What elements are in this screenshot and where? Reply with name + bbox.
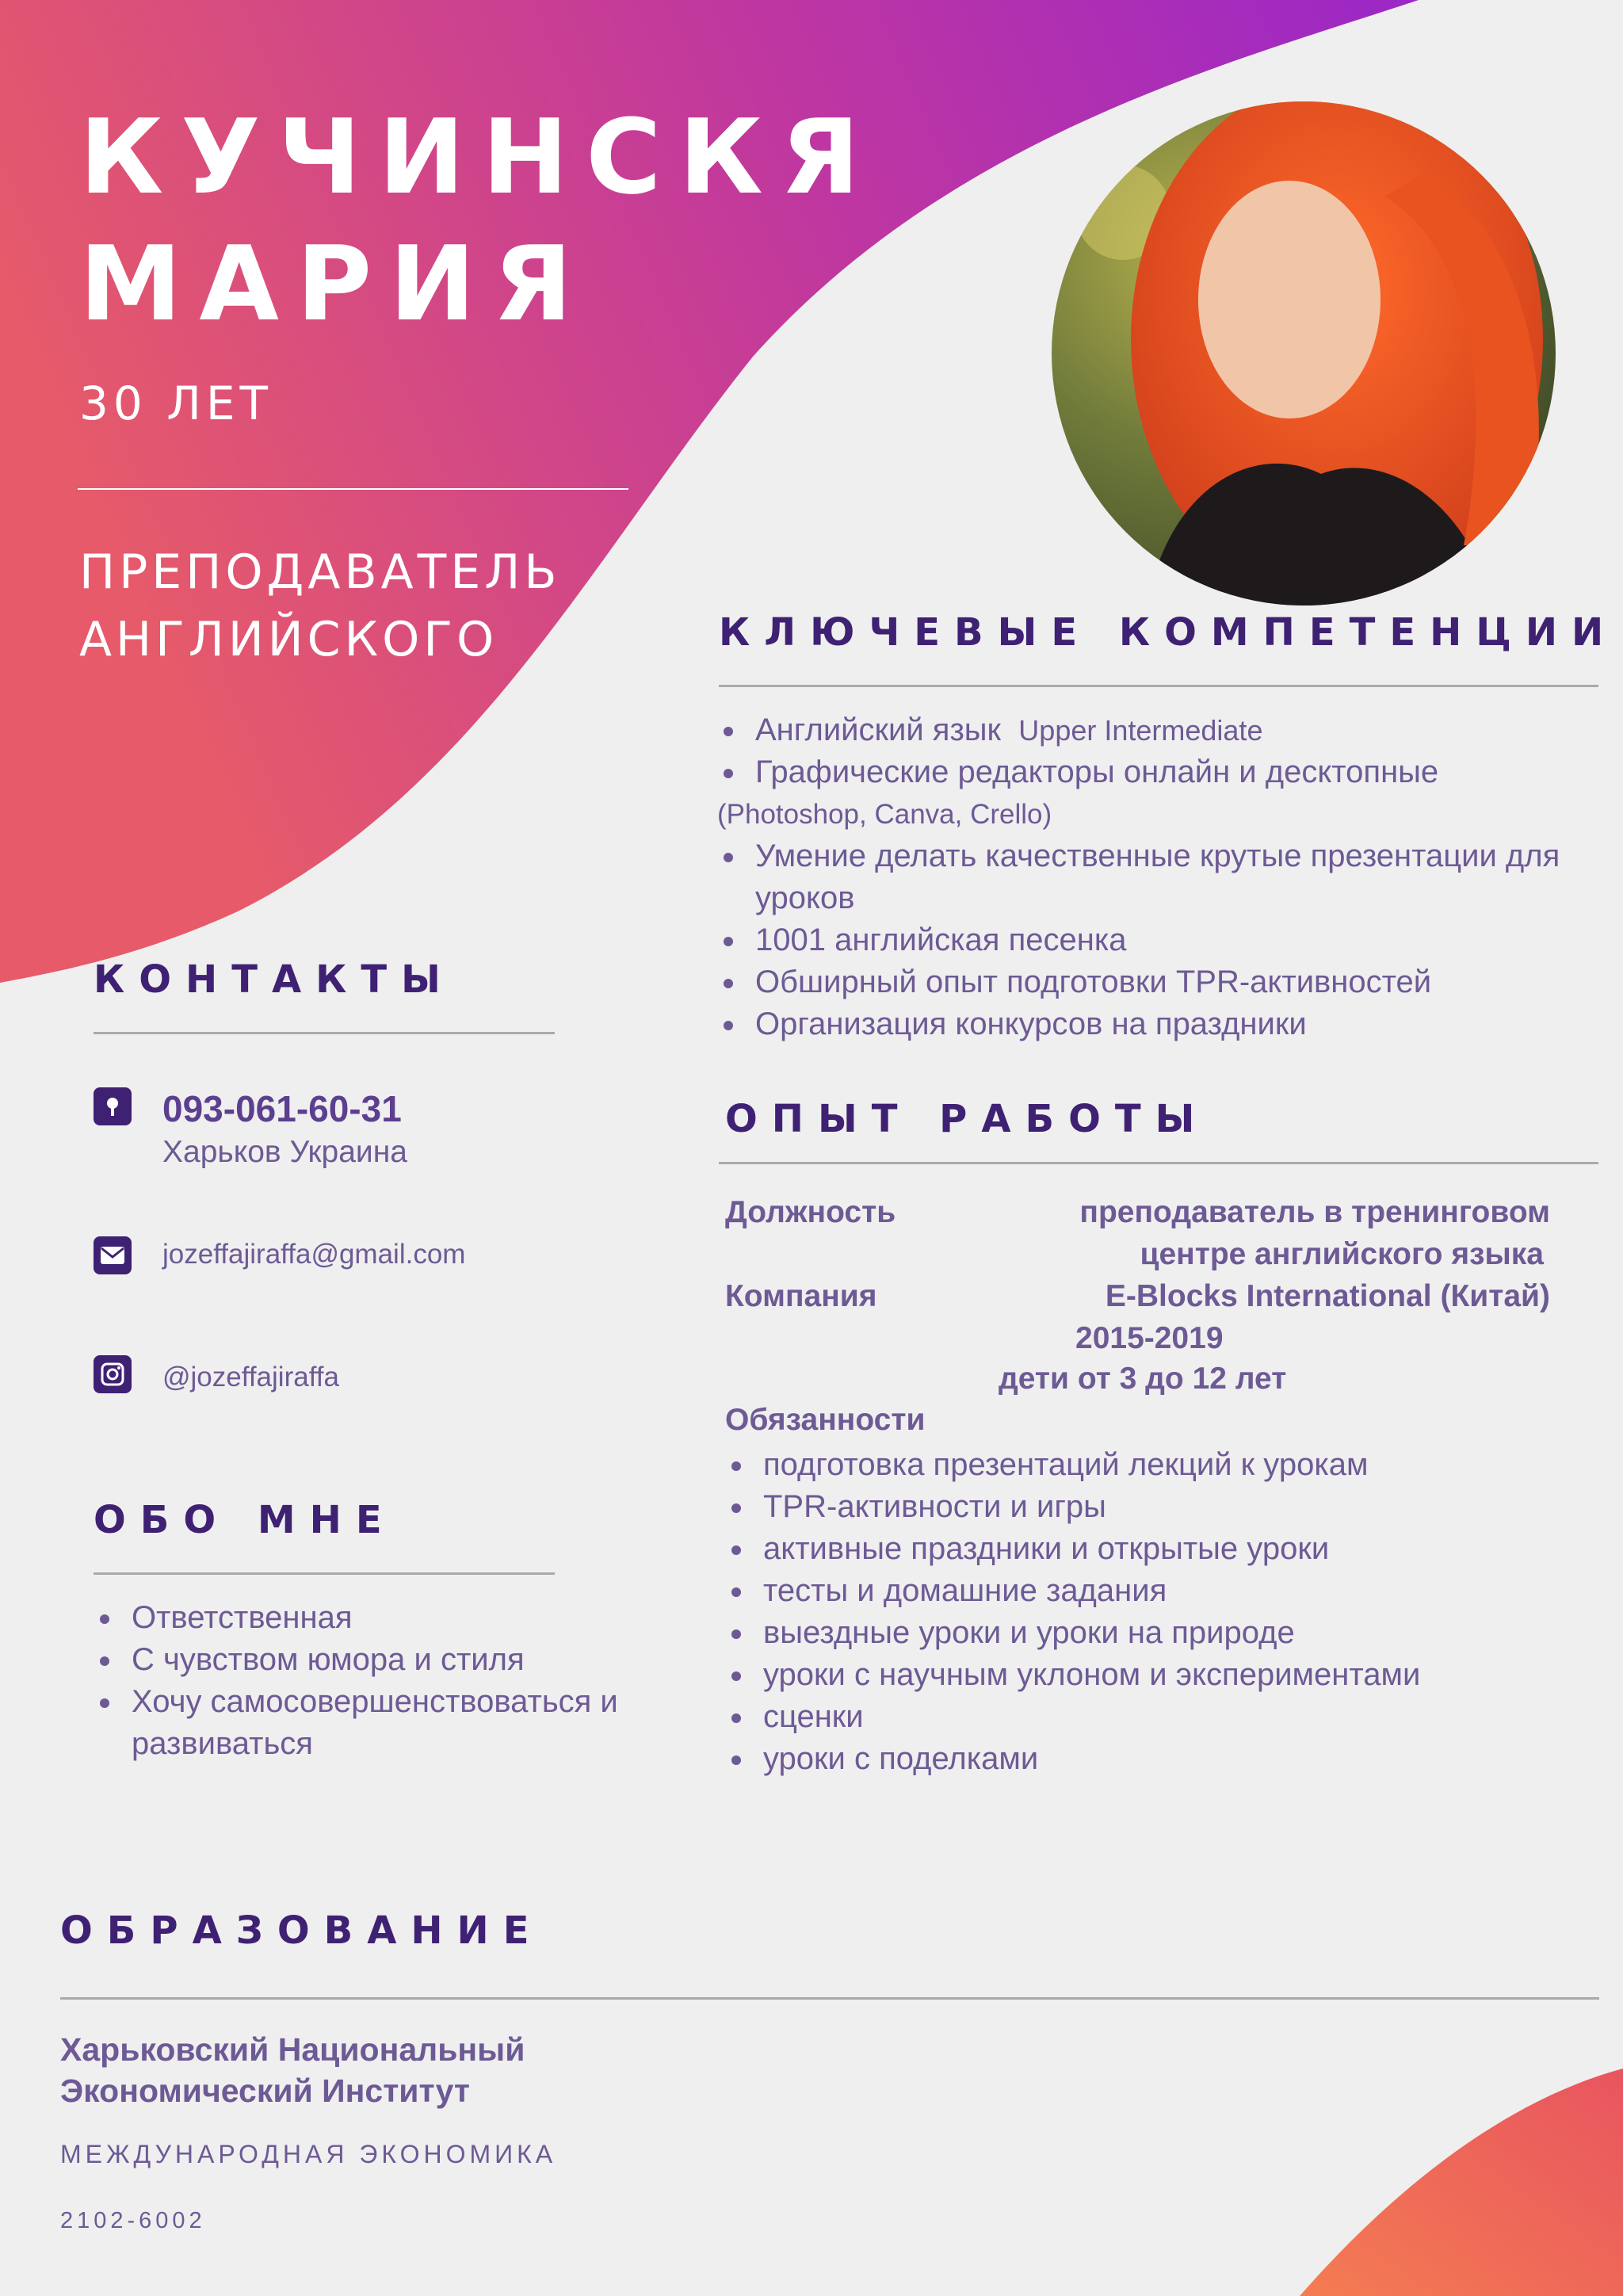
list-item: выездные уроки и уроки на природе [725,1612,1597,1654]
duties-list [725,1444,1597,1780]
skills-rule [719,685,1598,687]
work-years: 2015-2019 [1075,1321,1224,1355]
name-line-1: КУЧИНСКЯ [79,97,877,217]
age: 30 ЛЕТ [79,376,273,430]
list-item: Обширный опыт подготовки TPR-активностей [717,961,1589,1003]
list-item: Хочу самосовершенствоваться и развиваться [94,1681,648,1765]
skills-title: КЛЮЧЕВЫЕ КОМПЕТЕНЦИИ [719,610,1618,655]
profile-photo [1052,101,1556,606]
full-name [79,94,877,347]
name-line-2: МАРИЯ [79,223,590,344]
list-item: Английский язык Upper Intermediate [717,709,1589,751]
education-years: 2102-6002 [60,2208,206,2233]
student-ages: дети от 3 до 12 лет [999,1362,1287,1396]
instagram-handle[interactable]: @jozeffajiraffa [162,1362,339,1392]
role-line-2: АНГЛИЙСКОГО [79,612,498,667]
envelope-icon [94,1236,132,1274]
email-link[interactable]: jozeffajiraffa@gmail.com [162,1239,466,1270]
corner-wave-shape [1300,2069,1623,2296]
company-label: Компания [725,1279,877,1313]
role-line-1: ПРЕПОДАВАТЕЛЬ [79,544,561,600]
list-item: уроки с поделками [725,1738,1597,1780]
institution-name [60,2029,525,2111]
list-item: уроки с научным уклоном и экспериментами [725,1654,1597,1696]
experience-rule [719,1162,1598,1164]
list-item: Умение делать качественные крутые презентации для уроков [717,835,1589,919]
list-item: тесты и домашние задания [725,1570,1597,1612]
list-item: активные праздники и открытые уроки [725,1528,1597,1570]
duties-label: Обязанности [725,1403,926,1437]
contacts-rule [94,1032,555,1034]
skills-list [717,709,1589,1045]
header-divider [78,488,628,490]
experience-title: ОПЫТ РАБОТЫ [725,1097,1209,1141]
job-role [79,539,561,674]
list-item: подготовка презентаций лекций к урокам [725,1444,1597,1486]
list-item: С чувством юмора и стиля [94,1639,648,1681]
phone-number[interactable]: 093-061-60-31 [162,1088,402,1129]
company-name: E-Blocks International (Китай) [1105,1279,1550,1313]
city: Харьков Украина [162,1135,407,1169]
location-pin-icon [94,1087,132,1125]
instagram-icon [94,1355,132,1393]
position-line-2: центре английского языка [1140,1237,1544,1271]
list-item: Графические редакторы онлайн и десктопные (Photoshop, Canva, Crello) [717,751,1589,835]
list-item: Ответственная [94,1597,648,1639]
institution-line-2: Экономический Институт [60,2073,470,2109]
education-rule [60,1997,1599,2000]
specialty: МЕЖДУНАРОДНАЯ ЭКОНОМИКА [60,2140,557,2168]
list-item: сценки [725,1696,1597,1738]
list-item: Организация конкурсов на праздники [717,1003,1589,1045]
about-title: ОБО МНЕ [94,1498,396,1542]
contacts-title: КОНТАКТЫ [94,957,455,1002]
education-title: ОБРАЗОВАНИЕ [60,1908,544,1953]
position-line-1: преподаватель в тренинговом [1079,1195,1550,1229]
about-list [94,1597,648,1765]
list-item: TPR-активности и игры [725,1486,1597,1528]
position-label: Должность [725,1195,896,1229]
list-item: 1001 английская песенка [717,919,1589,961]
institution-line-1: Харьковский Национальный [60,2031,525,2068]
about-rule [94,1572,555,1575]
